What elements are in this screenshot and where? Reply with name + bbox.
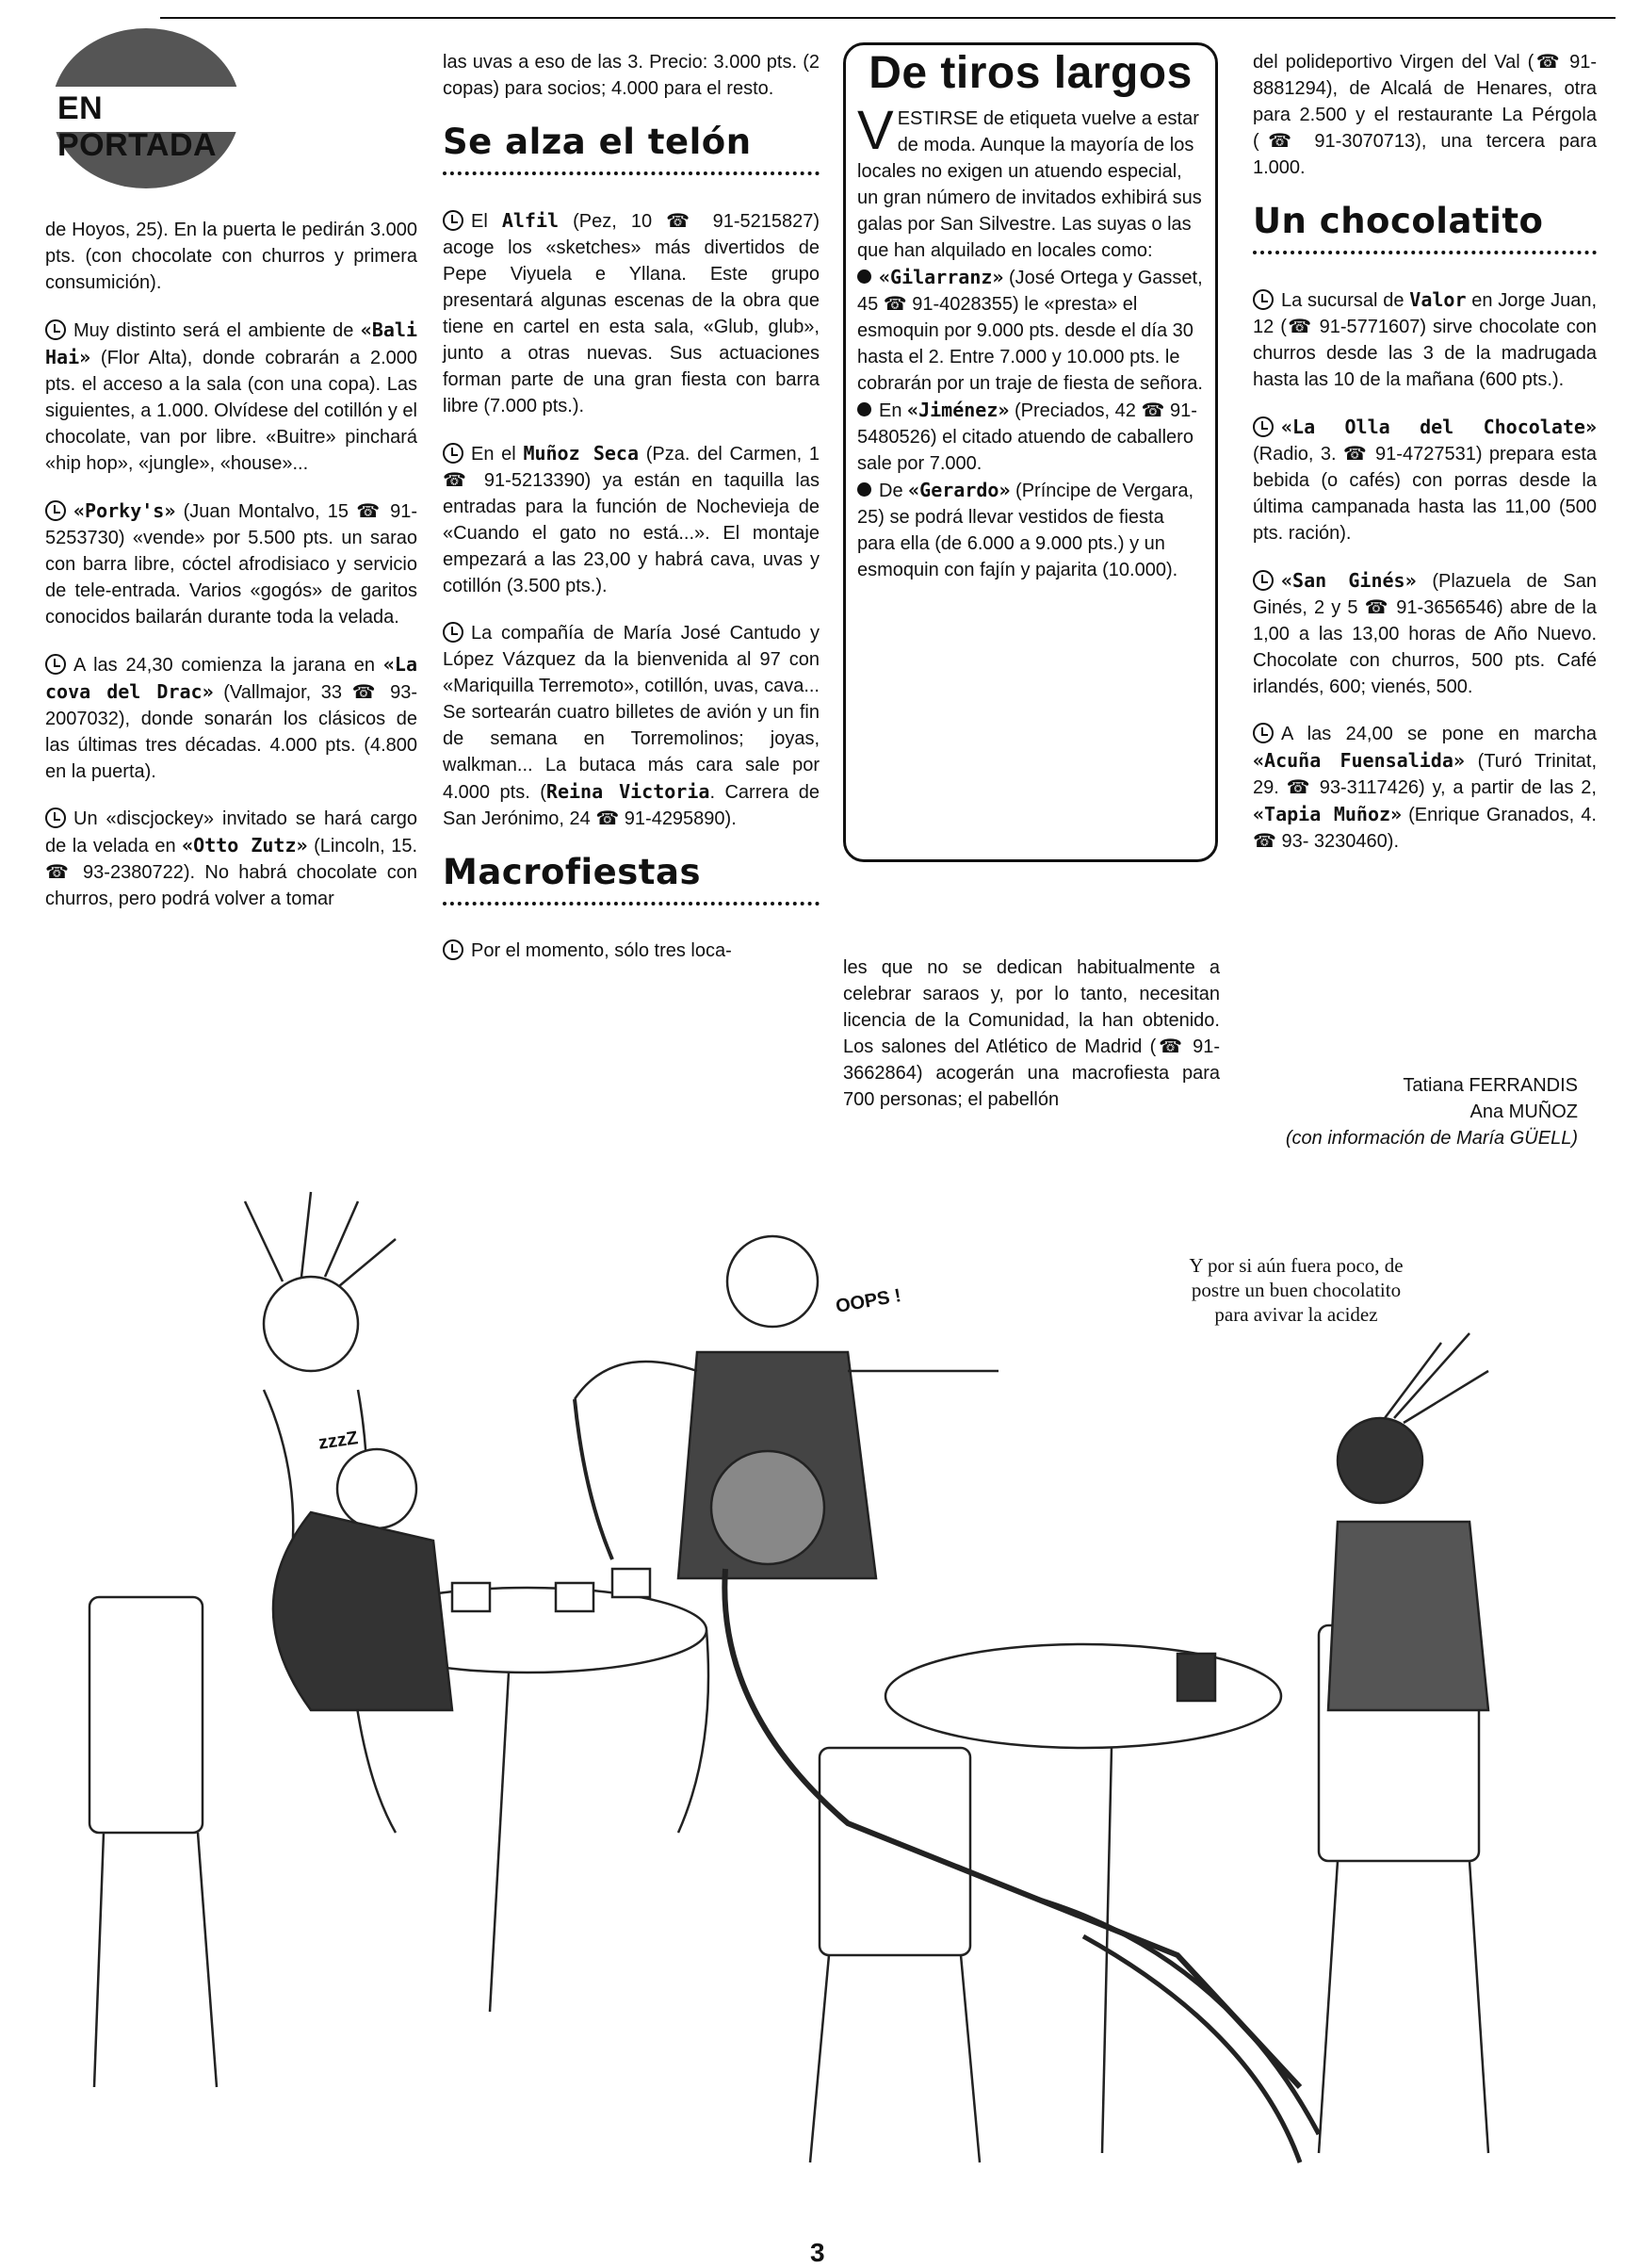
cup (556, 1583, 593, 1611)
waiter-head (727, 1236, 818, 1327)
clock-icon (1253, 570, 1274, 591)
venue-name: Reina Victoria (545, 780, 710, 803)
right-table (885, 1644, 1281, 1748)
clock-icon (443, 622, 463, 643)
clock-icon (443, 443, 463, 464)
oops-text: OOPS ! (834, 1285, 903, 1317)
cup (1177, 1654, 1215, 1701)
woman-hair (245, 1192, 396, 1286)
clock-icon (45, 500, 66, 521)
paragraph: las uvas a eso de las 3. Precio: 3.000 pts. (2 copas) para socios; 4.000 para el resto. (443, 52, 820, 99)
section-label: EN PORTADA (57, 90, 218, 163)
box-intro (857, 100, 1204, 264)
section-heading: Un chocolatito (1253, 202, 1597, 254)
venue-name: «Tapia Muñoz» (1253, 803, 1403, 825)
cup (612, 1569, 650, 1597)
chair-leg (810, 1955, 829, 2162)
byline (1196, 1072, 1578, 1151)
text: . Carrera de San Jerónimo, 24 ☎ 91-4295890). (443, 782, 820, 829)
box-item (857, 397, 1204, 477)
credit-line (1196, 1125, 1578, 1151)
listing-item (443, 440, 820, 599)
text: (Preciados, 42 ☎ 91-5480526) el citado atuendo de caballero sale por 7.000. (857, 400, 1197, 474)
clock-icon (45, 808, 66, 828)
chair-leg (94, 1833, 104, 2087)
clock-icon (45, 654, 66, 675)
woman-legs (1036, 1899, 1319, 2162)
cartoon-illustration (0, 1183, 1640, 2247)
chair (820, 1748, 970, 1955)
bullet-icon (857, 402, 871, 416)
section-logo (42, 28, 250, 188)
chair-leg (1470, 1861, 1488, 2153)
sleeping-man-head (337, 1449, 416, 1528)
venue-name: «San Ginés» (1281, 569, 1417, 592)
text: En (879, 400, 908, 421)
text: La compañía de María José Cantudo y López Vázquez da la bienvenida al 97 con «Mariquilla Terremoto», cotillón, uvas, cava... Se sortearán cuatro billetes de avión y un fin de semana en Torremolinos; joyas, walkman... La butaca más cara sale por 4.000 pts. ( (443, 623, 820, 803)
column-1 (45, 217, 417, 933)
text: (José Ortega y Gasset, 45 ☎ 91-4028355) le «presta» el esmoquin por 9.000 pts. desde el día 30 hasta el 2. Entre 7.000 y 10.000 pts. le cobrarán por un traje de fiesta de señora. (857, 268, 1203, 394)
text: (Juan Montalvo, 15 ☎ 91-5253730) «vende» por 5.500 pts. un sarao con barra libre, cóctel afrodisiaco y servicio de tele-entrada. Varios «gogós» de garitos conocidos bailarán durante toda la velada. (45, 501, 417, 628)
venue-name: Alfil (501, 209, 560, 232)
sidebar-box (843, 42, 1218, 862)
credit-text: (con información de María GÜELL) (1285, 1128, 1578, 1149)
listing-item (1253, 567, 1597, 700)
text: (Enrique Granados, 4. ☎ 93- 3230460). (1253, 805, 1597, 852)
column-4 (1253, 49, 1597, 875)
clock-icon (443, 939, 463, 960)
text: ESTIRSE de etiqueta vuelve a estar de moda. Aunque la mayoría de los locales no exigen un atuendo especial, un gran número de invitados exhibirá sus galas por San Silvestre. Las suyas o las que han alquilado en locales como: (857, 108, 1202, 261)
chair-leg (961, 1955, 980, 2162)
text: El (471, 211, 502, 232)
paragraph: les que no se dedican habitualmente a celebrar saraos y, por lo tanto, necesitan licencia de la Comunidad, la han obtenido. Los salones del Atlético de Madrid (☎ 91-3662864) acogerán una macrofiesta para 700 personas; el pabellón (843, 957, 1220, 1110)
venue-name: Valor (1409, 288, 1467, 311)
box-item (857, 264, 1204, 397)
chair (89, 1597, 203, 1833)
bullet-icon (857, 482, 871, 497)
cup (452, 1583, 490, 1611)
venue-name: «Acuña Fuensalida» (1253, 749, 1465, 772)
text: (Turó Trinitat, 29. ☎ 93-3117426) y, a partir de las 2, (1253, 751, 1597, 798)
chair-leg (1319, 1861, 1338, 2153)
man-right-head (1338, 1418, 1422, 1503)
section-heading: Macrofiestas (443, 853, 820, 906)
venue-name: «Bali Hai» (45, 318, 417, 368)
chair-leg (198, 1833, 217, 2087)
text: La sucursal de (1281, 290, 1410, 311)
text: En el (471, 444, 524, 465)
man-right-hair (1385, 1333, 1488, 1423)
text: (Pez, 10 ☎ 91-5215827) acoge los «sketches» más divertidos de Pepe Viyuela e Yllana. Este grupo presentará algunas escenas de la obra que tiene en cartel en esta sala, «Glub, glub», junto a otras nuevas. Sus actuaciones forman parte de una gran fiesta con barra libre (7.000 pts.). (443, 211, 820, 416)
clock-icon (1253, 416, 1274, 437)
text: (Lincoln, 15. ☎ 93-2380722). No habrá chocolate con churros, pero podrá volver a tomar (45, 836, 418, 909)
author-name: Tatiana FERRANDIS (1403, 1075, 1578, 1096)
section-heading: Se alza el telón (443, 122, 820, 175)
text: (Flor Alta), donde cobrarán a 2.000 pts. el acceso a la sala (con una copa). Las siguientes, a 1.000. Olvídese del cotillón y el chocolate, van por libre. «Buitre» pinchará «hip hop», «jungle», «house»... (45, 348, 417, 474)
illustration-caption: Y por si aún fuera poco, de postre un buen chocolatito para avivar la acidez (1189, 1254, 1404, 1326)
text: (Plazuela de San Ginés, 2 y 5 ☎ 91-3656546) abre de la 1,00 a las 13,00 horas de Año Nuevo. Chocolate con churros, 500 pts. Café irlandés, 600; vienés, 500. (1253, 571, 1597, 697)
woman-head (264, 1277, 358, 1371)
page-number: 3 (810, 2238, 825, 2267)
clock-icon (1253, 289, 1274, 310)
paragraph: del polideportivo Virgen del Val (☎ 91-8881294), de Alcalá de Henares, otra para 2.500 y el restaurante La Pérgola (☎ 91-3070713), una tercera para 1.000. (1253, 52, 1597, 178)
venue-name: Muñoz Seca (523, 442, 639, 465)
snore-text: zzzZ (317, 1428, 360, 1454)
text: (Pza. del Carmen, 1 ☎ 91-5213390) ya están en taquilla las entradas para la función de Nochevieja de «Cuando el gato no está...». El montaje empezará a las 23,00 y habrá cava, uvas y cotillón (3.500 pts.). (443, 444, 820, 596)
text: (Radio, 3. ☎ 91-4727531) prepara esta bebida (o cafés) con porras desde la última campanada hasta las 11,00 (500 pts. ración). (1253, 444, 1597, 544)
venue-name: «La cova del Drac» (45, 653, 417, 703)
coffee-stream (575, 1399, 612, 1559)
paragraph: de Hoyos, 25). En la puerta le pedirán 3.000 pts. (con chocolate con churros y primera consumición). (45, 220, 417, 293)
listing-item (45, 498, 417, 630)
clock-icon (1253, 723, 1274, 743)
listing-item (443, 207, 820, 419)
woman-center-head (711, 1451, 824, 1564)
listing-item (1253, 721, 1597, 855)
column-3 (843, 955, 1220, 1134)
author-name: Ana MUÑOZ (1470, 1101, 1578, 1122)
drop-cap: V (857, 100, 894, 161)
sleeping-man-body (273, 1512, 452, 1710)
text: Un «discjockey» invitado se hará cargo de la velada en (45, 808, 417, 857)
listing-item (1253, 414, 1597, 547)
box-item (857, 477, 1204, 583)
bullet-icon (857, 269, 871, 284)
listing-item (45, 317, 417, 477)
shop-name: «Gilarranz» (879, 266, 1004, 288)
man-right-body (1328, 1522, 1488, 1710)
listing-item (443, 938, 820, 964)
text: (Príncipe de Vergara, 25) se podrá llevar vestidos de fiesta para ella (de 6.000 a 9.000 pts.) y un esmoquin con fajín y pajarita (10.000). (857, 481, 1194, 580)
text: en Jorge Juan, 12 (☎ 91-5771607) sirve chocolate con churros desde las 3 de la madrugada hasta las 10 de la mañana (600 pts.). (1253, 290, 1598, 390)
top-rule (160, 17, 1616, 19)
text: A las 24,00 se pone en marcha (1281, 724, 1597, 744)
column-2 (443, 49, 820, 985)
table-leg (490, 1672, 509, 2012)
venue-name: «La Olla del Chocolate» (1281, 416, 1597, 438)
venue-name: «Porky's» (73, 499, 176, 522)
listing-item (1253, 286, 1597, 393)
text: De (879, 481, 909, 501)
venue-name: «Otto Zutz» (182, 834, 308, 857)
text: Por el momento, sólo tres loca- (471, 940, 732, 961)
shop-name: «Gerardo» (908, 479, 1011, 501)
text: Muy distinto será el ambiente de (73, 320, 361, 341)
text: A las 24,30 comienza la jarana en (73, 655, 383, 676)
listing-item (45, 651, 417, 785)
box-title: De tiros largos (869, 48, 1193, 98)
clock-icon (45, 319, 66, 340)
clock-icon (443, 210, 463, 231)
listing-item (45, 806, 417, 912)
shop-name: «Jiménez» (907, 399, 1010, 421)
listing-item (443, 620, 820, 832)
text: (Vallmajor, 33 ☎ 93-2007032), donde sonarán los clásicos de las últimas tres décadas. 4.000 pts. (4.800 en la puerta). (45, 682, 418, 782)
